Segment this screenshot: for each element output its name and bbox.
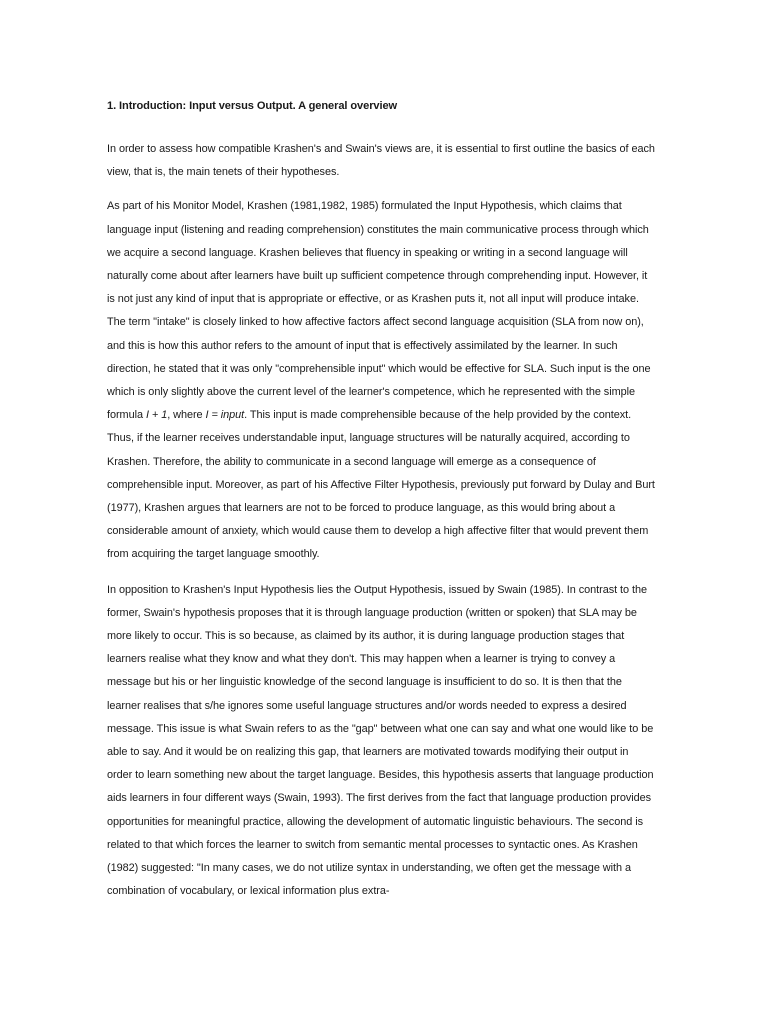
section-heading: 1. Introduction: Input versus Output. A general overview — [107, 100, 398, 112]
paragraph-text: . This input is made comprehensible because of the help provided by the context. Thus, if the learner receives understandable input, language structures will be naturally acquired, according to Krashen. Therefore, the ability to communicate in a second language will emerge as a consequence of comprehensible input. Moreover, as part of his Affective Filter Hypothesis, previously put forward by Dulay and Burt (1977), Krashen argues that learners are not to be forced to produce language, as this would bring about a considerable amount of anxiety, which would cause them to develop a high affective filter that would prevent them from acquiring the target language smoothly. — [107, 409, 655, 561]
formula-text: I + 1 — [145, 409, 168, 422]
paragraph-input-hypothesis — [107, 195, 655, 566]
formula-definition: I = input — [205, 409, 245, 422]
paragraph-text: As part of his Monitor Model, Krashen (1981,1982, 1985) formulated the Input Hypothesis, which claims that language input (listening and reading comprehension) constitutes the main communicative process through which we acquire a second language. Krashen believes that fluency in speaking or writing in a second language will naturally come about after learners have built up sufficient competence through comprehending input. However, it is not just any kind of input that is appropriate or effective, or as Krashen puts it, not all input will produce intake. The term "intake" is closely linked to how affective factors affect second language acquisition (SLA from now on), and this is how this author refers to the amount of input that is effectively assimilated by the learner. In such direction, he stated that it was only "comprehensible input" which would be effective for SLA. Such input is the one which is only slightly above the current level of the learner's competence, which he represented with the simple formula — [107, 200, 651, 422]
document-page — [107, 98, 655, 916]
paragraph-output-hypothesis: In opposition to Krashen's Input Hypothesis lies the Output Hypothesis, issued by Swain (1985). In contrast to the former, Swain's hypothesis proposes that it is through language production (written or spoken) that SLA may be more likely to occur. This is so because, as claimed by its author, it is during language production stages that learners realise what they know and what they don't. This may happen when a learner is trying to convey a message but his or her linguistic knowledge of the second language is insufficient to do so. It is then that the learner realises that s/he ignores some useful language structures and/or words needed to express a desired message. This issue is what Swain refers to as the "gap" between what one can say and what one would like to be able to say. And it would be on realizing this gap, that learners are motivated towards modifying their output in order to learn something new about the target language. Besides, this hypothesis asserts that language production aids learners in four different ways (Swain, 1993). The first derives from the fact that language production provides opportunities for meaningful practice, allowing the development of automatic linguistic behaviours. The second is related to that which forces the learner to switch from semantic mental processes to syntactic ones. As Krashen (1982) suggested: "In many cases, we do not utilize syntax in understanding, we often get the message with a combination of vocabulary, or lexical information plus extra- — [107, 583, 654, 898]
paragraph-intro: In order to assess how compatible Krashen's and Swain's views are, it is essential to first outline the basics of each view, that is, the main tenets of their hypotheses. — [107, 143, 655, 179]
paragraph-text: , where — [167, 409, 206, 422]
